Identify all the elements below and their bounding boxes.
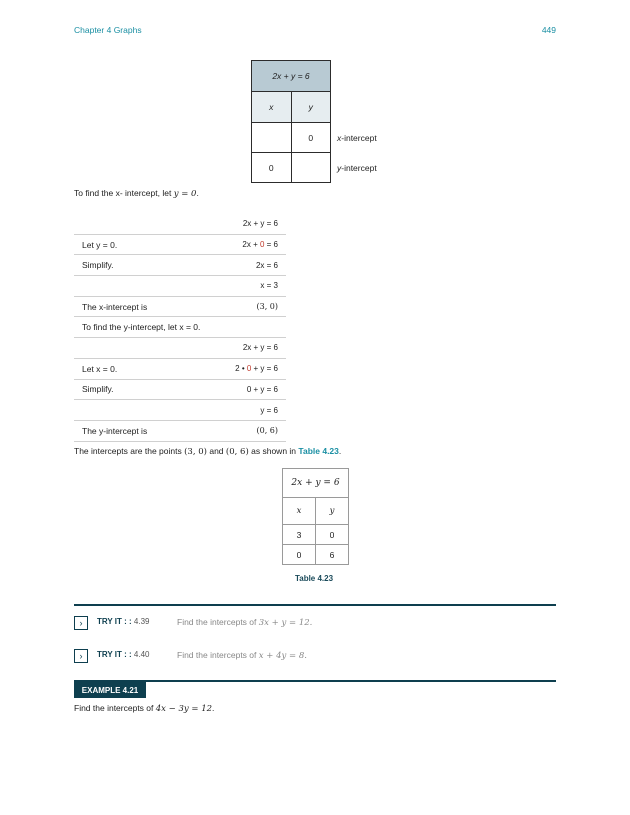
chapter-header: Chapter 4 Graphs: [74, 25, 142, 35]
example-divider: [74, 680, 556, 682]
try-it-label: TRY IT : : 4.39: [97, 617, 150, 626]
intercept-table-col-y: y: [291, 92, 331, 123]
table-423-col-x: x: [283, 498, 316, 525]
table-4-23: [282, 468, 349, 565]
table-423-link[interactable]: Table 4.23: [298, 446, 339, 456]
intercept-table-cell: [252, 123, 292, 153]
intercept-table-cell: 0: [291, 123, 331, 153]
table-423-col-y: y: [316, 498, 349, 525]
intercept-table: [251, 60, 331, 183]
step-row: The x-intercept is (3, 0): [74, 297, 286, 318]
step-row: To find the y-intercept, let x = 0.: [74, 317, 286, 338]
table-423-cell: 3: [283, 525, 316, 545]
intro-text: To find the x- intercept, let y = 0.: [74, 188, 199, 199]
intercept-table-cell: [291, 153, 331, 183]
try-it-label: TRY IT : : 4.40: [97, 650, 150, 659]
try-it-text: Find the intercepts of x + 4y = 8.: [177, 650, 307, 661]
summary-text: The intercepts are the points (3, 0) and (0, 6) as shown in Table 4.23.: [74, 446, 342, 457]
table-423-cell: 0: [283, 545, 316, 565]
table-423-cell: 6: [316, 545, 349, 565]
step-row: Simplify. 0 + y = 6: [74, 380, 286, 401]
table-423-cell: 0: [316, 525, 349, 545]
intercept-table-col-x: x: [252, 92, 292, 123]
example-badge: EXAMPLE 4.21: [74, 682, 146, 698]
example-text: Find the intercepts of 4x − 3y = 12.: [74, 703, 215, 714]
try-it-4-40: [74, 649, 556, 665]
page-number: 449: [541, 25, 556, 35]
y-intercept-label: y-intercept: [337, 163, 377, 173]
step-row: 2x + y = 6: [74, 214, 286, 235]
step-row: 2x + y = 6: [74, 338, 286, 359]
intercept-table-cell: 0: [252, 153, 292, 183]
table-caption: Table 4.23: [294, 574, 334, 583]
intercept-table-equation: 2x + y = 6: [252, 61, 331, 92]
step-row: Simplify. 2x = 6: [74, 255, 286, 276]
step-row: Let x = 0. 2 • 0 + y = 6: [74, 359, 286, 380]
solution-steps: [74, 214, 286, 442]
chevron-right-icon[interactable]: ›: [74, 649, 88, 663]
step-row: y = 6: [74, 400, 286, 421]
step-row: x = 3: [74, 276, 286, 297]
chevron-right-icon[interactable]: ›: [74, 616, 88, 630]
step-row: Let y = 0. 2x + 0 = 6: [74, 235, 286, 256]
table-423-equation: 2x + y = 6: [283, 469, 349, 498]
try-it-text: Find the intercepts of 3x + y = 12.: [177, 617, 313, 628]
try-it-divider: [74, 604, 556, 606]
try-it-4-39: [74, 616, 556, 632]
step-row: The y-intercept is (0, 6): [74, 421, 286, 442]
x-intercept-label: x-intercept: [337, 133, 377, 143]
